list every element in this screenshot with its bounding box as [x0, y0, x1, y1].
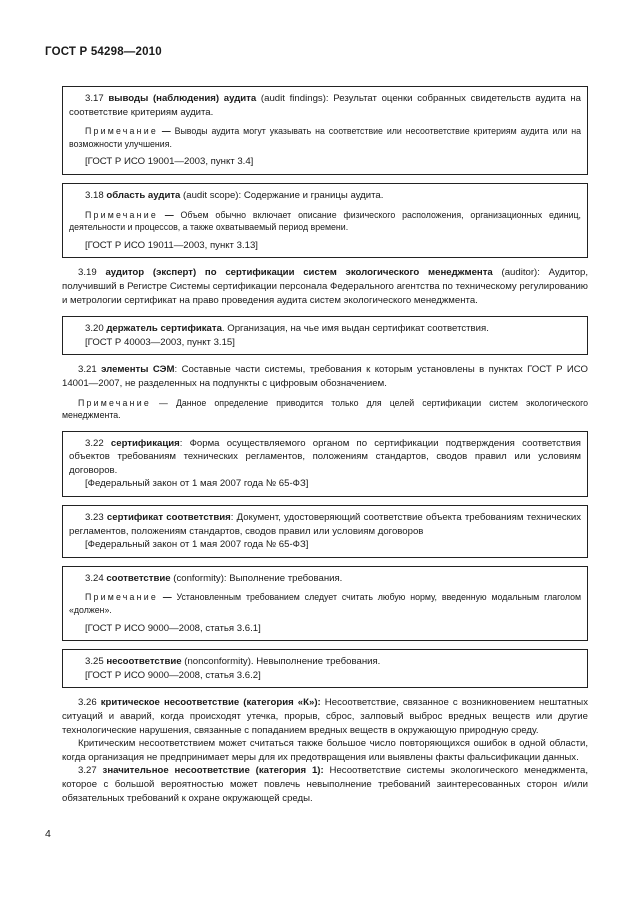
term-name: несоответствие [106, 656, 182, 668]
term-number: 3.17 [85, 93, 109, 104]
note-dash: — [157, 126, 175, 137]
note-dash: — [157, 592, 177, 603]
term-number: 3.25 [85, 656, 107, 668]
term-box-3-24 [62, 566, 588, 641]
note-dash: — [150, 397, 176, 408]
note-label: Примечание [85, 209, 158, 220]
term-box-3-20 [62, 316, 588, 355]
page-number: 4 [45, 828, 51, 840]
term-box-3-25 [62, 649, 588, 688]
term-note [69, 125, 581, 150]
term-text: (conformity): Выполнение требования. [170, 572, 343, 584]
note-text: Выводы аудита могут указывать на соответствие или несоответствие критериям аудита или на возможности улучшения. [69, 126, 581, 149]
term-text: (nonconformity). Невыполнение требования. [181, 656, 381, 668]
term-3-21 [62, 363, 588, 421]
term-text: Несоответствие системы экологического менеджмента, которое с большой вероятностью может повлечь невыполнение требований заинтересованных сторон и/или обязательных требований к охране окружающей среды. [62, 765, 588, 804]
term-source: [ГОСТ Р ИСО 9000—2008, статья 3.6.1] [85, 622, 261, 634]
term-text: : Составные части системы, требования к которым установлены в пунктах ГОСТ Р ИСО 14001—2007, не разделенных на подпункты с цифровым обозначением. [62, 364, 588, 389]
term-text: (audit scope): Содержание и границы аудита. [180, 189, 384, 201]
term-source: [Федеральный закон от 1 мая 2007 года № 65-ФЗ] [85, 539, 309, 551]
term-note [69, 209, 581, 234]
term-definition [62, 696, 588, 737]
document-header: ГОСТ Р 54298—2010 [45, 46, 162, 58]
term-definition [62, 363, 588, 390]
term-number: 3.22 [85, 437, 111, 449]
term-note [69, 591, 581, 616]
term-number: 3.24 [85, 572, 107, 584]
term-number: 3.21 [78, 364, 102, 376]
term-box-3-18 [62, 183, 588, 258]
note-text: Установленным требованием следует считать любую норму, введенную модальным глаголом «должен». [69, 592, 582, 616]
term-definition [69, 655, 581, 669]
term-source: [ГОСТ Р ИСО 19001—2003, пункт 3.4] [85, 156, 254, 168]
term-name: держатель сертификата [106, 323, 222, 335]
note-text: Объем обычно включает описание физического расположения, организационных единиц, деятельности и процессов, а также охватываемый период времени. [69, 209, 581, 233]
term-source: [ГОСТ Р ИСО 9000—2008, статья 3.6.2] [85, 669, 261, 681]
term-paragraph: Критическим несоответствием может считаться также большое число повторяющихся ошибок в одной области, когда организация не предпринимает меры для их предотвращения или выявлены факты фальсификации данных. [62, 738, 588, 763]
note-label: Примечание [78, 397, 151, 408]
term-definition [69, 437, 581, 478]
term-box-3-17 [62, 86, 588, 175]
term-source: [Федеральный закон от 1 мая 2007 года № 65-ФЗ] [85, 478, 309, 490]
term-text: : Форма осуществляемого органом по сертификации подтверждения соответствия объектов требованиям технических регламентов, положениям стандартов, сводов правил или условиям договоров. [69, 437, 581, 476]
term-source: [ГОСТ Р 40003—2003, пункт 3.15] [85, 336, 235, 348]
term-note [62, 397, 588, 422]
term-source: [ГОСТ Р ИСО 19011—2003, пункт 3.13] [85, 239, 258, 251]
term-name: значительное несоответствие (категория 1): [102, 765, 324, 777]
term-number: 3.20 [85, 323, 107, 335]
term-definition [69, 92, 581, 119]
term-number: 3.26 [78, 697, 101, 709]
term-name: критическое несоответствие (категория «К»): [100, 697, 321, 709]
term-name: сертификация [110, 437, 180, 449]
note-text: Данное определение приводится только для целей сертификации систем экологического менеджмента. [62, 397, 588, 421]
term-number: 3.18 [85, 189, 107, 201]
term-number: 3.27 [78, 765, 103, 777]
term-definition [69, 511, 581, 538]
term-text: . Организация, на чье имя выдан сертификат соответствия. [221, 323, 489, 335]
term-number: 3.23 [85, 512, 107, 524]
term-name: выводы (наблюдения) аудита [108, 93, 257, 104]
term-box-3-22 [62, 431, 588, 497]
document-body [62, 86, 588, 814]
term-definition [69, 189, 581, 203]
term-text: (audit findings): Результат оценки собранных свидетельств аудита на соответствие критериям аудита. [69, 93, 581, 118]
term-number: 3.19 [78, 267, 106, 279]
term-3-19 [62, 266, 588, 307]
term-3-26 [62, 696, 588, 805]
note-label: Примечание [85, 126, 158, 137]
term-box-3-23 [62, 505, 588, 558]
term-name: соответствие [106, 572, 171, 584]
term-text: Несоответствие, связанное с возникновением нештатных ситуаций и аварий, когда происходят утечка, прорыв, сброс, залповый выброс вредных веществ или другие технологические нарушения, связанные с попаданием вредных веществ в окружающую природную среду. [62, 697, 588, 736]
term-name: сертификат соответствия [106, 512, 231, 524]
term-definition [62, 266, 588, 307]
term-definition [69, 322, 581, 336]
term-name: элементы СЭМ [101, 364, 175, 376]
term-text: (auditor): Аудитор, получивший в Регистре Системы сертификации персонала Федерального агентства по техническому регулированию и метрологии сертификат на право проведения аудита систем экологического менеджмента. [62, 267, 588, 306]
term-definition [62, 764, 588, 805]
term-text: : Документ, удостоверяющий соответствие объекта требованиям технических регламентов, положениям стандартов, сводов правил или условиям договоров [69, 512, 582, 537]
term-name: аудитор (эксперт) по сертификации систем экологического менеджмента [105, 267, 493, 279]
term-definition [69, 572, 581, 586]
term-name: область аудита [106, 189, 181, 201]
note-label: Примечание [85, 592, 158, 603]
note-dash: — [157, 209, 181, 220]
